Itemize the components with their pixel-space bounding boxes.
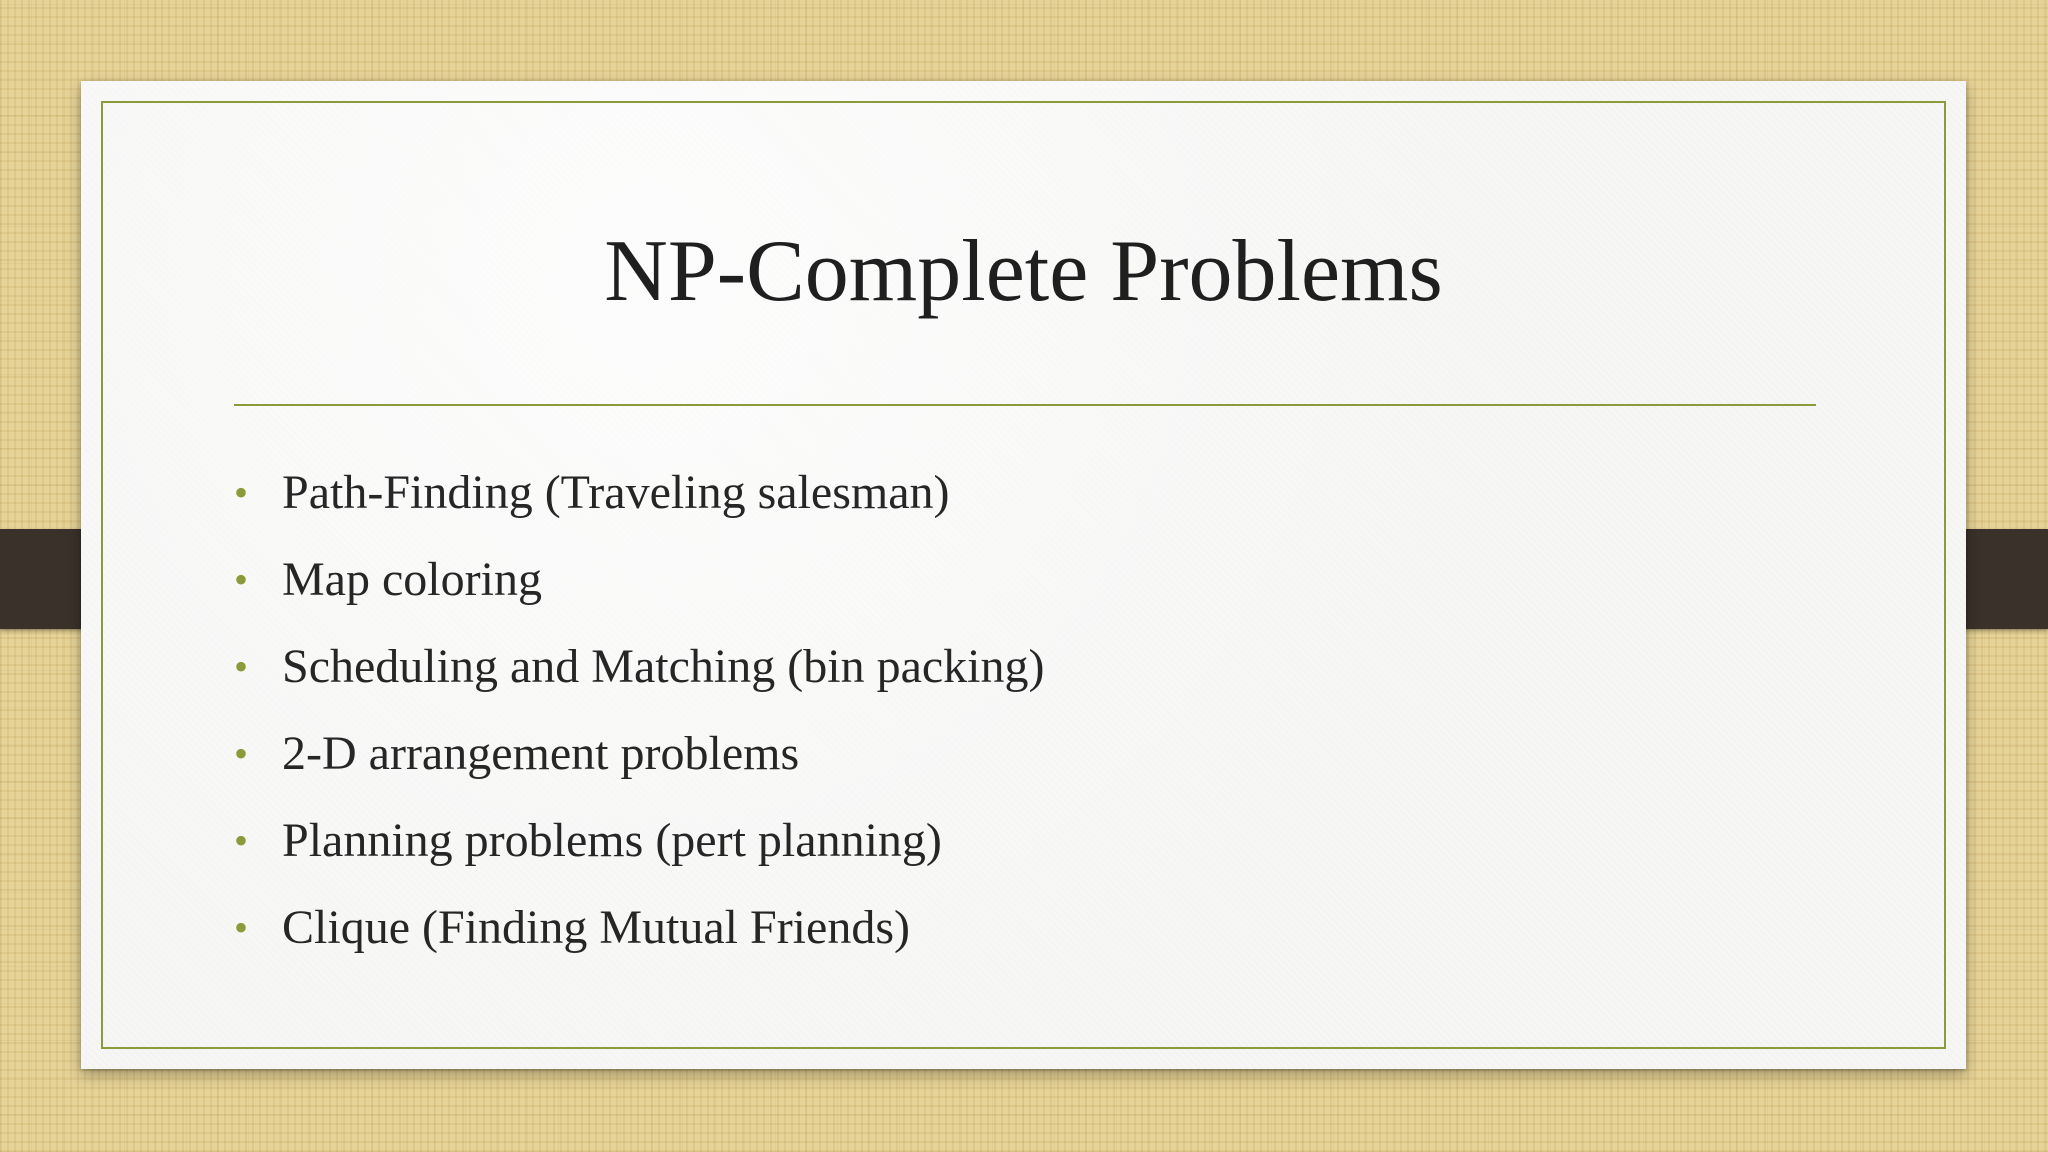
bullet-icon: • xyxy=(234,470,249,515)
bullet-text: 2-D arrangement problems xyxy=(282,727,800,780)
bullet-icon: • xyxy=(234,731,249,776)
bullet-icon: • xyxy=(234,905,249,950)
slide-title: NP-Complete Problems xyxy=(604,223,1443,320)
bullet-text: Planning problems (pert planning) xyxy=(282,814,942,867)
bullet-text: Scheduling and Matching (bin packing) xyxy=(282,640,1045,693)
bullet-icon: • xyxy=(234,644,249,689)
title-divider xyxy=(234,404,1816,406)
bullet-icon: • xyxy=(234,818,249,863)
bullet-text: Clique (Finding Mutual Friends) xyxy=(282,901,910,954)
slide-card xyxy=(81,81,1966,1069)
bullet-text: Map coloring xyxy=(282,553,542,606)
bullet-icon: • xyxy=(234,557,249,602)
bullet-text: Path-Finding (Traveling salesman) xyxy=(282,466,950,519)
